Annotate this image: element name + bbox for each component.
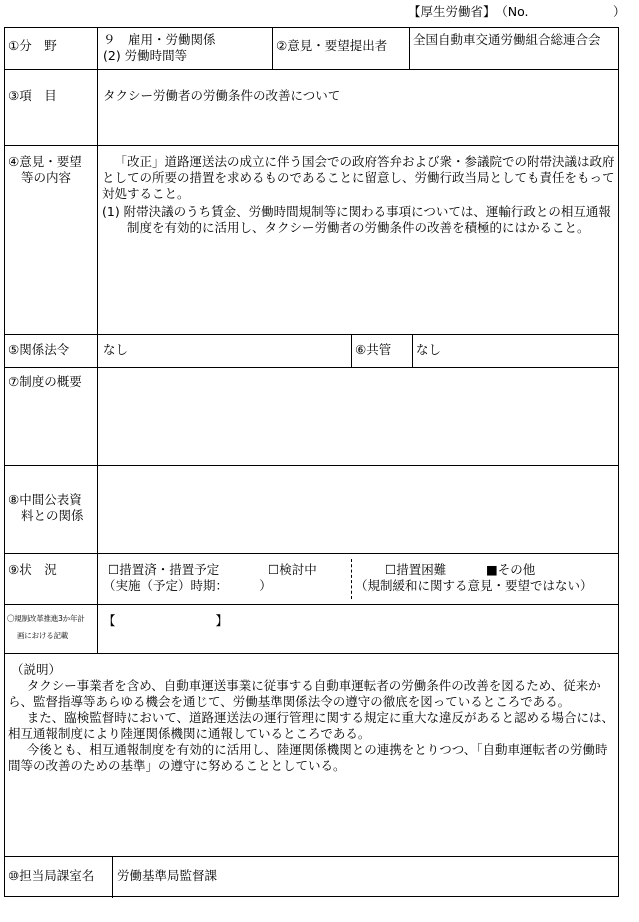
system-label: ⑦制度の概要 bbox=[8, 374, 82, 389]
content-item-1: (1) 附帯決議のうち賃金、労働時間規制等に関わる事項については、運輸行政との相互通報制度を有効的に活用し、タクシー労働者の労働条件の改善を積極的にはかること。 bbox=[102, 204, 611, 235]
option-done: ☐措置済・措置予定 bbox=[108, 562, 220, 577]
row-divider bbox=[5, 653, 618, 654]
column-divider bbox=[351, 334, 352, 367]
explanation-paragraph-3: 今後とも、相互通報制度を有効的に活用し、陸運関係機関との連携をとりつつ、「自動車運転者の労働時間等の改善のための基準」の遵守に努めることとしている。 bbox=[8, 742, 608, 773]
field-value-line1: ９ 雇用・労働関係 bbox=[103, 32, 216, 47]
number-close: ） bbox=[613, 4, 626, 19]
interim-label-line1: ⑧中間公表資 bbox=[8, 492, 82, 507]
interim-label-line2: 料との関係 bbox=[21, 508, 84, 523]
office-value: 労働基準局監督課 bbox=[117, 868, 218, 883]
status-label: ⑨状 況 bbox=[8, 562, 57, 577]
plan-label-line1: 〇規制改革推進3か年計 bbox=[7, 614, 85, 623]
document-header bbox=[408, 2, 628, 20]
column-divider bbox=[97, 604, 98, 653]
plan-value: 【 】 bbox=[103, 613, 229, 628]
implementation-period: （実施（予定）時期： ） bbox=[103, 578, 272, 593]
explanation-paragraph-2: また、臨検監督時において、道路運送法の運行管理に関する規定に重大な違反があると認める場合には、相互通報制度により陸運関係機関に通報しているところである。 bbox=[8, 710, 615, 741]
explanation-paragraph-1: タクシー事業者を含め、自動車運送事業に従事する自動車運転者の労働条件の改善を図るため、従来から、監督指導等あらゆる機会を通じて、労働基準関係法令の遵守の徹底を図っているところである。 bbox=[8, 678, 601, 709]
option-other: ■その他 bbox=[486, 562, 536, 577]
content-label-line2: 等の内容 bbox=[21, 170, 72, 185]
number-label: （No. bbox=[501, 4, 529, 19]
column-divider bbox=[409, 28, 410, 69]
column-divider bbox=[112, 856, 113, 898]
content-label-line1: ④意見・要望 bbox=[8, 154, 82, 169]
law-value: なし bbox=[103, 342, 129, 357]
content-paragraph: 「改正」道路運送法の成立に伴う国会での政府答弁および衆・参議院での附帯決議は政府としての所要の措置を求めるものであることに留意し、労働行政当局としても責任をもって対処すること。 bbox=[102, 154, 615, 201]
option-review: ☐検討中 bbox=[268, 562, 317, 577]
row-divider bbox=[5, 856, 618, 857]
label-column-divider bbox=[97, 28, 98, 604]
submitter-value: 全国自動車交通労働組合総連合会 bbox=[413, 32, 601, 47]
explanation-title: （説明） bbox=[11, 662, 62, 677]
column-divider bbox=[272, 28, 273, 69]
field-label: ①分 野 bbox=[8, 38, 57, 53]
request-form bbox=[4, 27, 619, 897]
column-divider bbox=[412, 334, 413, 367]
joint-value: なし bbox=[416, 342, 442, 357]
item-label: ③項 目 bbox=[8, 88, 57, 103]
status-dashed-divider bbox=[351, 559, 352, 599]
office-label: ⑩担当局課室名 bbox=[8, 868, 95, 883]
ministry-label: 【厚生労働省】 bbox=[408, 4, 496, 19]
item-value: タクシー労働者の労働条件の改善について bbox=[103, 88, 341, 103]
field-value-line2: (2) 労働時間等 bbox=[103, 48, 188, 63]
explanation-body bbox=[8, 678, 616, 774]
plan-label-line2: 画における記載 bbox=[17, 631, 69, 640]
law-label: ⑤関係法令 bbox=[8, 342, 70, 357]
submitter-label: ②意見・要望提出者 bbox=[276, 38, 388, 53]
status-note: （規制緩和に関する意見・要望ではない） bbox=[355, 578, 593, 593]
joint-label: ⑥共管 bbox=[355, 342, 392, 357]
option-difficult: ☐措置困難 bbox=[385, 562, 447, 577]
